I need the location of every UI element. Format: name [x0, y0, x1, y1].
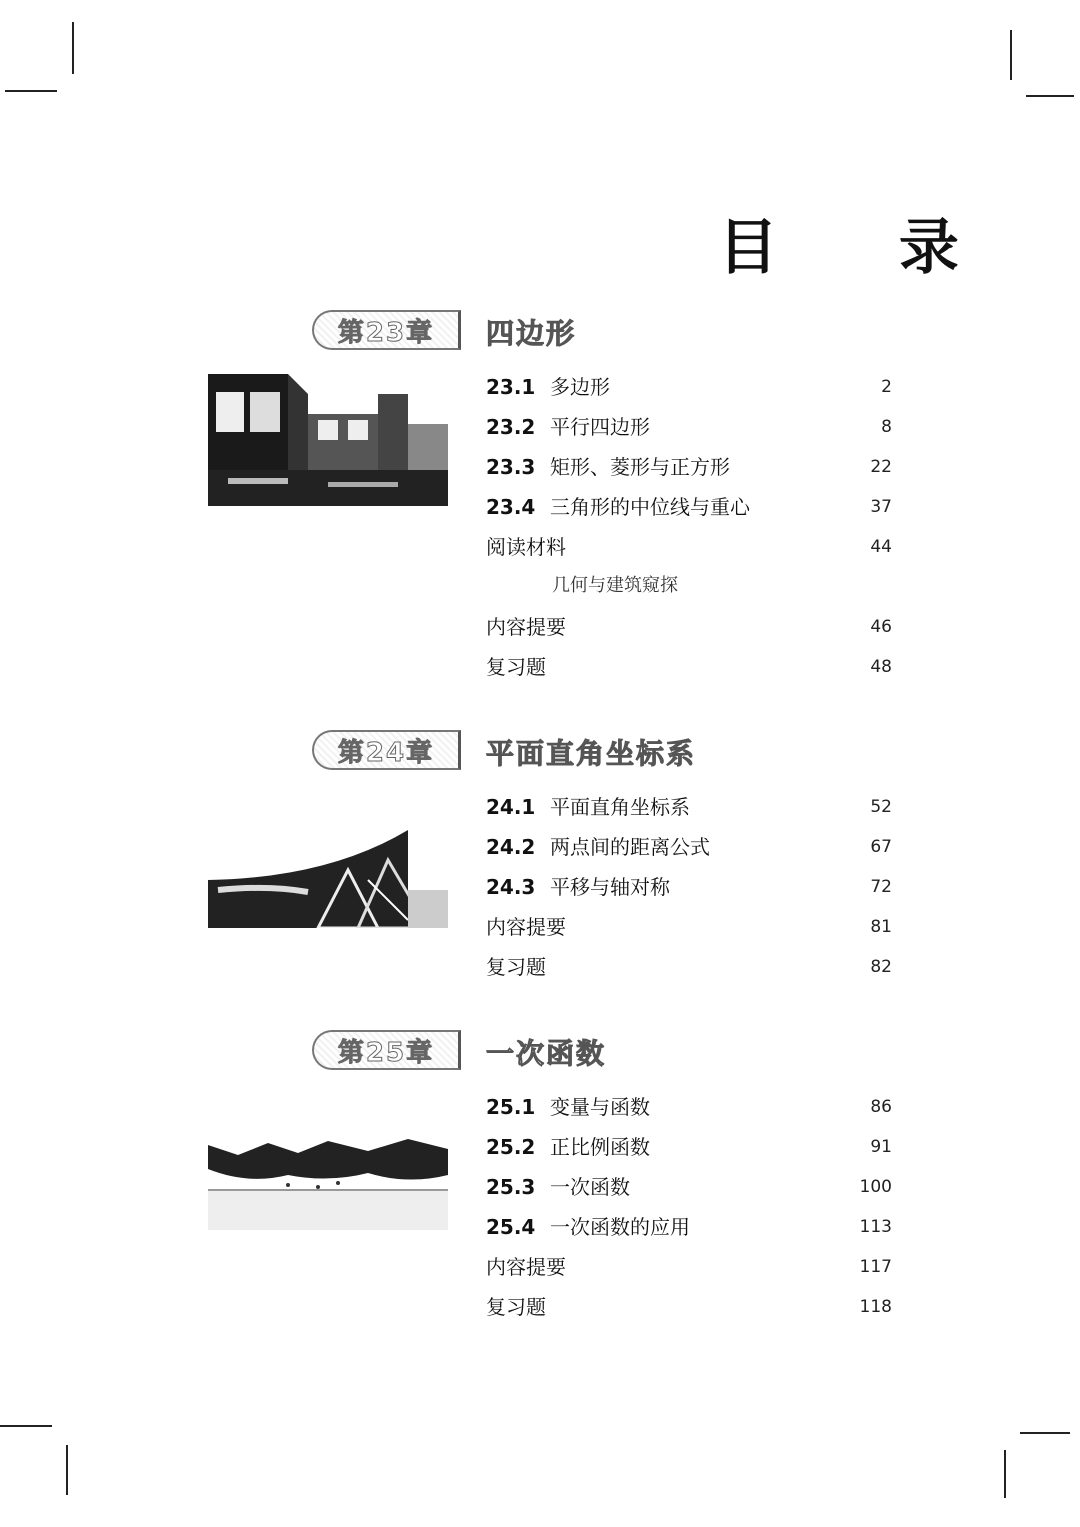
chapter-title: 平面直角坐标系 [486, 737, 697, 770]
section-number: 25.4 [486, 1215, 536, 1239]
section-number: 23.3 [486, 455, 536, 479]
page-number: 91 [870, 1137, 892, 1157]
section-number: 24.2 [486, 835, 536, 859]
page-number: 117 [859, 1257, 892, 1277]
section-title: 多边形 [550, 375, 610, 399]
section-number: 25.1 [486, 1095, 536, 1119]
toc-entry[interactable] [486, 947, 892, 987]
toc-entry-sub[interactable] [486, 566, 892, 606]
crop-mark [66, 1445, 68, 1495]
building-photo [208, 374, 448, 506]
crop-mark [1020, 1432, 1070, 1434]
toc-entry[interactable] [486, 367, 892, 407]
toc-entry[interactable] [486, 1287, 892, 1327]
page-number: 22 [870, 457, 892, 477]
section-title: 平移与轴对称 [550, 875, 670, 899]
toc-entry[interactable] [486, 447, 892, 487]
page-number: 48 [870, 657, 892, 677]
section-title: 两点间的距离公式 [550, 835, 710, 859]
toc-entry[interactable] [486, 647, 892, 687]
toc-entry[interactable] [486, 827, 892, 867]
page-number: 82 [870, 957, 892, 977]
page-number: 118 [859, 1297, 892, 1317]
section-title: 矩形、菱形与正方形 [550, 455, 730, 479]
section-title: 复习题 [486, 655, 546, 679]
toc-entry[interactable] [486, 1167, 892, 1207]
page-number: 100 [859, 1177, 892, 1197]
toc-entry[interactable] [486, 867, 892, 907]
section-number: 24.3 [486, 875, 536, 899]
section-title: 内容提要 [486, 915, 566, 939]
section-title: 内容提要 [486, 615, 566, 639]
section-title: 内容提要 [486, 1255, 566, 1279]
page-number: 81 [870, 917, 892, 937]
section-title: 阅读材料 [486, 535, 566, 559]
section-title: 平面直角坐标系 [550, 795, 690, 819]
section-number: 23.1 [486, 375, 536, 399]
chapter-title: 四边形 [486, 317, 577, 350]
toc-entry[interactable] [486, 487, 892, 527]
crop-mark [72, 22, 74, 74]
toc-entry[interactable] [486, 1087, 892, 1127]
chapter-badge: 第24章 [312, 730, 461, 770]
section-title: 正比例函数 [550, 1135, 650, 1159]
section-title: 复习题 [486, 1295, 546, 1319]
page-number: 52 [870, 797, 892, 817]
toc-entry[interactable] [486, 787, 892, 827]
page-number: 37 [870, 497, 892, 517]
page-number: 67 [870, 837, 892, 857]
chapter-badge: 第25章 [312, 1030, 461, 1070]
mountain-climbers-photo [208, 1135, 448, 1230]
crop-mark [5, 90, 57, 92]
section-title: 复习题 [486, 955, 546, 979]
crop-mark [1026, 95, 1074, 97]
section-number: 25.3 [486, 1175, 536, 1199]
chapter-badge: 第23章 [312, 310, 461, 350]
section-number: 24.1 [486, 795, 536, 819]
toc-entry[interactable] [486, 527, 892, 567]
page-number: 46 [870, 617, 892, 637]
page-number: 8 [881, 417, 892, 437]
radio-telescope-photo [208, 830, 448, 928]
toc-entry[interactable] [486, 1247, 892, 1287]
page-title: 目 录 [718, 213, 1009, 283]
toc-entry[interactable] [486, 907, 892, 947]
section-number: 23.4 [486, 495, 536, 519]
crop-mark [1004, 1450, 1006, 1498]
page-number: 2 [881, 377, 892, 397]
section-title: 三角形的中位线与重心 [550, 495, 750, 519]
section-number: 25.2 [486, 1135, 536, 1159]
section-title: 变量与函数 [550, 1095, 650, 1119]
section-title: 一次函数的应用 [550, 1215, 690, 1239]
toc-entry[interactable] [486, 607, 892, 647]
section-number: 23.2 [486, 415, 536, 439]
chapter-title: 一次函数 [486, 1037, 607, 1070]
section-title: 一次函数 [550, 1175, 630, 1199]
section-title: 平行四边形 [550, 415, 650, 439]
page-number: 86 [870, 1097, 892, 1117]
toc-entry[interactable] [486, 407, 892, 447]
page-number: 113 [859, 1217, 892, 1237]
section-subtitle: 几何与建筑窥探 [552, 575, 678, 596]
toc-entry[interactable] [486, 1127, 892, 1167]
toc-entry[interactable] [486, 1207, 892, 1247]
crop-mark [1010, 30, 1012, 80]
page-number: 72 [870, 877, 892, 897]
crop-mark [0, 1425, 52, 1427]
page-number: 44 [870, 537, 892, 557]
